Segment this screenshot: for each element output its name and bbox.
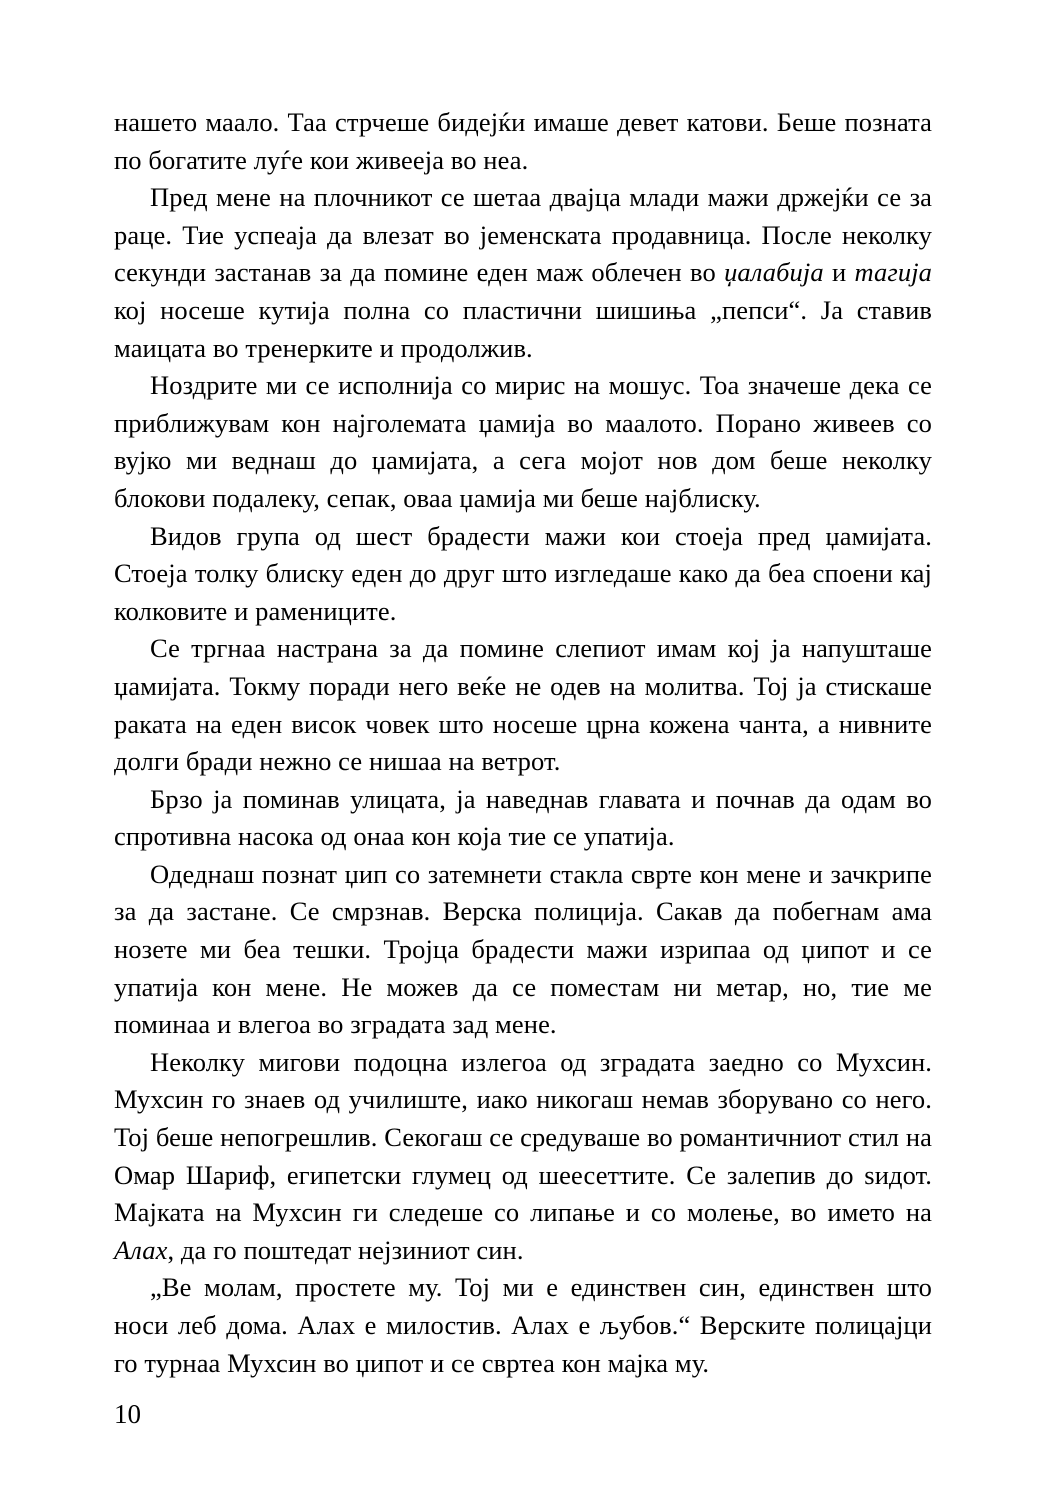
page-text-block xyxy=(114,104,932,1382)
page-number: 10 xyxy=(114,1399,141,1429)
paragraph-9: „Ве молам, простете му. Тој ми е единствен син, единствен што носи леб дома. Алах е милостив. Алах е љубов.“ Верските полицајци го турнаа Мухсин во џипот и се свртеа кон мајка му. xyxy=(114,1272,932,1378)
paragraph-8 xyxy=(114,1044,932,1270)
paragraph-1: нашето маало. Таа стрчеше бидејќи имаше девет катови. Беше позната по богатите луѓе кои живееја во неа. xyxy=(114,107,932,175)
paragraph-2-segment-plain-1: Пред мене на плочникот се шетаа двајца млади мажи држејќи се за раце. Тие успеаја да влезат во јеменската продавница. После неколку секунди застанав за да помине еден маж облечен во xyxy=(114,182,932,288)
paragraph-2-segment-italic-dzalabija: џалабија xyxy=(724,257,824,288)
paragraph-4: Видов група од шест брадести мажи кои стоеја пред џамијата. Стоеја толку блиску еден до друг што изгледаше како да беа споени кај колковите и рамениците. xyxy=(114,520,932,626)
paragraph-2-segment-plain-2: и xyxy=(823,257,855,288)
paragraph-3: Ноздрите ми се исполнија со мирис на мошус. Тоа значеше дека се приближувам кон најголемата џамија во маалото. Порано живеев со вујко ми веднаш до џамијата, а сега мојот нов дом беше неколку блокови подалеку, сепак, оваа џамија ми беше најблиску. xyxy=(114,370,932,513)
paragraph-2-segment-italic-tagija: тагија xyxy=(854,257,933,288)
paragraph-8-segment-italic-alah: Алах xyxy=(114,1234,168,1265)
paragraph-7: Одеднаш познат џип со затемнети стакла сврте кон мене и зачкрипе за да застане. Се смрзнав. Верска полиција. Сакав да побегнам ама нозете ми беа тешки. Тројца брадести мажи изрипаа од џипот и се упатија кон мене. Не можев да се поместам ни метар, но, тие ме поминаа и влегоа во зградата зад мене. xyxy=(114,858,932,1040)
paragraph-6: Брзо ја поминав улицата, ја наведнав главата и почнав да одам во спротивна насока од онаа кон која тие се упатија. xyxy=(114,783,932,852)
paragraph-5: Се тргнаа настрана за да помине слепиот имам кој ја напушташе џамијата. Токму поради него веќе не одев на молитва. Тој ја стискаше раката на еден висок човек што носеше црна кожена чанта, а нивните долги бради нежно се нишаа на ветрот. xyxy=(114,633,932,777)
paragraph-8-segment-plain-1: Неколку мигови подоцна излегоа од зградата заедно со Мухсин. Мухсин го знаев од училиште, иако никогаш немав зборувано со него. Тој беше непогрешлив. Секогаш се средуваше во романтичниот стил на Омар Шариф, египетски глумец од шеесеттите. Се залепив до ѕидот. Мајката на Мухсин ги следеше со липање и со молење, во името на xyxy=(114,1046,932,1228)
paragraph-2-segment-plain-3: кој носеше кутија полна со пластични шишиња „пепси“. Ја ставив маицата во тренерките и продолжив. xyxy=(114,294,932,363)
paragraph-8-segment-plain-2: , да го поштедат нејзиниот син. xyxy=(167,1234,524,1265)
paragraph-2 xyxy=(114,179,932,367)
